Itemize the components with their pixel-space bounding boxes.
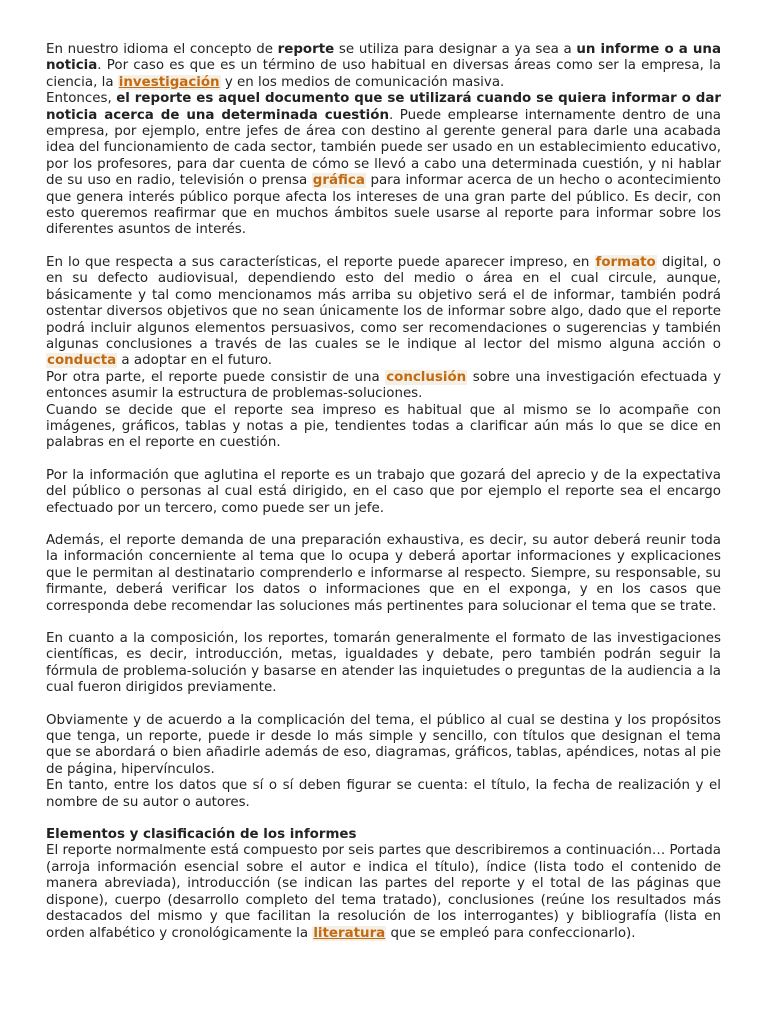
paragraph-characteristics: En lo que respecta a sus características, el reporte puede aparecer impreso, en formato digital, o en su defecto audiovisual, dependiendo esto del medio o área en el cual circule, aunque, básicamente y tal como mencionamos más arriba su objetivo será el de informar, también podrá ostentar diversos objetivos que no sean únicamente los de informar sobre algo, dado que el reporte podrá incluir algunos elementos persuasivos, como ser recomendaciones o sugerencias y también algunas conclusiones a través de las cuales se le indique al lector del mismo alguna acción o conducta a adoptar en el futuro. bbox=[46, 254, 721, 369]
article-body bbox=[46, 42, 721, 942]
section-heading: Elementos y clasificación de los informes bbox=[46, 827, 357, 843]
paragraph-conclusion: Por otra parte, el reporte puede consistir de una conclusión sobre una investigación efectuada y entonces asumir la estructura de problemas-soluciones. bbox=[46, 369, 721, 402]
paragraph-preparation: Además, el reporte demanda de una preparación exhaustiva, es decir, su autor deberá reunir toda la información concerniente al tema que lo ocupa y deberá aportar informaciones y explicaciones que le permitan al destinatario comprenderlo e informarse al respecto. Siempre, su responsable, su firmante, deberá verificar los datos o informaciones que en el exponga, y en los casos que corresponda debe recomendar las soluciones más pertinentes para solucionar el tema que se trate. bbox=[46, 532, 721, 614]
link-conclusion[interactable]: conclusión bbox=[386, 369, 467, 385]
paragraph-intro: En nuestro idioma el concepto de reporte se utiliza para designar a ya sea a un informe o a una noticia. Por caso es que es un término de uso habitual en diversas áreas como ser la empresa, la ciencia, la investigación y en los medios de comunicación masiva. bbox=[46, 42, 722, 90]
link-investigacion[interactable]: investigación bbox=[118, 74, 220, 90]
link-formato[interactable]: formato bbox=[595, 254, 656, 270]
paragraph-complexity: Obviamente y de acuerdo a la complicación del tema, el público al cual se destina y los propósitos que tenga, un reporte, puede ir desde lo más simple y sencillo, con títulos que designan el tema que se abordará o bien añadirle además de eso, diagramas, gráficos, tablas, apéndices, notas al pie de página, hipervínculos. bbox=[46, 712, 721, 777]
paragraph-printed: Cuando se decide que el reporte sea impreso es habitual que al mismo se lo acompañe con imágenes, gráficos, tablas y notas a pie, tendientes todas a clarificar aún más lo que se dice en palabras en el reporte en cuestión. bbox=[46, 402, 721, 451]
link-conducta[interactable]: conducta bbox=[47, 353, 117, 369]
paragraph-composition: En cuanto a la composición, los reportes, tomarán generalmente el formato de las investigaciones científicas, es decir, introducción, metas, igualdades y debate, pero también podrán seguir la fórmula de problema-solución y basarse en atender las inquietudes o preguntas de la audiencia a la cual fueron dirigidos previamente. bbox=[46, 631, 721, 696]
paragraph-required-data: En tanto, entre los datos que sí o sí deben figurar se cuenta: el título, la fecha de realización y el nombre de su autor o autores. bbox=[46, 778, 721, 810]
paragraph-parts: El reporte normalmente está compuesto por seis partes que describiremos a continuación… Portada (arroja información esencial sobre el autor e indica el título), índice (lista todo el contenido de manera abreviada), introducción (se indican las partes del reporte y el total de las páginas que dispone), cuerpo (desarrollo completo del tema tratado), conclusiones (reúne los resultados más destacados del mismo y que facilitan la resolución de los interrogantes) y bibliografía (lista en orden alfabético y cronológicamente la literatura que se empleó para confeccionarlo). bbox=[46, 843, 721, 941]
paragraph-definition: Entonces, el reporte es aquel documento que se utilizará cuando se quiera informar o dar noticia acerca de una determinada cuestión. Puede emplearse internamente dentro de una empresa, por ejemplo, entre jefes de área con destino al gerente general para darle una acabada idea del funcionamiento de cada sector, también puede ser usado en un establecimiento educativo, por los profesores, para dar cuenta de cómo se llevó a cabo una determinada cuestión, y ni hablar de su uso en radio, televisión o prensa gráfica para informar acerca de un hecho o acontecimiento que genera interés público porque afecta los intereses de una gran parte del público. Es decir, con esto queremos reafirmar que en muchos ámbitos suele usarse al reporte para informar sobre los diferentes asuntos de interés. bbox=[46, 91, 722, 238]
link-literatura[interactable]: literatura bbox=[313, 925, 386, 941]
link-grafica[interactable]: gráfica bbox=[312, 173, 365, 189]
paragraph-audience: Por la información que aglutina el reporte es un trabajo que gozará del aprecio y de la expectativa del público o personas al cual está dirigido, en el caso que por ejemplo el reporte sea el encargo efectuado por un tercero, como puede ser un jefe. bbox=[46, 467, 721, 516]
